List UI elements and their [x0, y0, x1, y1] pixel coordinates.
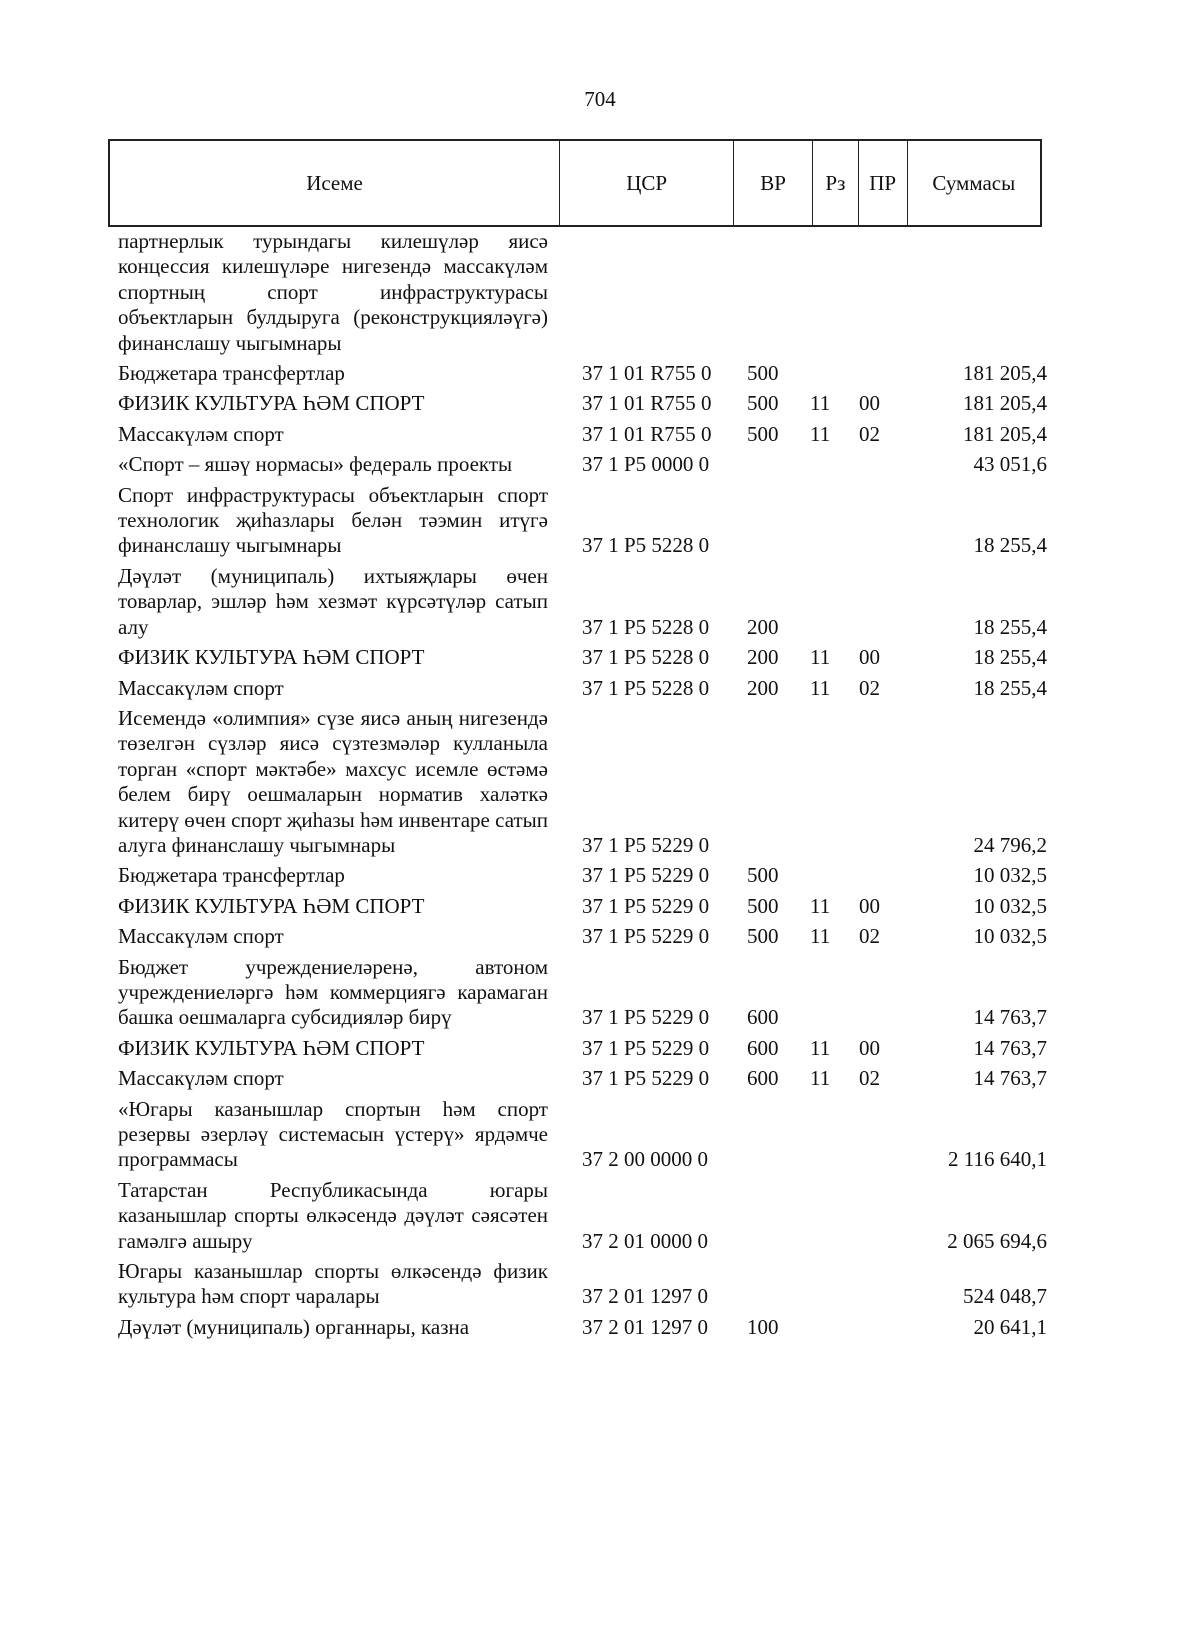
table-row	[118, 1097, 1100, 1173]
row-pr: 00	[859, 893, 880, 918]
row-csr: 37 2 00 0000 0	[582, 1147, 708, 1172]
table-row	[118, 1036, 1100, 1061]
table-row	[118, 676, 1100, 701]
row-rz: 11	[810, 924, 831, 949]
row-sum: 181 205,4	[963, 421, 1047, 446]
row-name: Дәүләт (муниципаль) органнары, казна	[118, 1314, 470, 1339]
table-row	[118, 1315, 1100, 1340]
column-header-name: Исеме	[110, 141, 560, 225]
table-row	[118, 955, 1100, 1031]
row-vr: 600	[747, 1005, 779, 1030]
row-name: Массакүләм спорт	[118, 1066, 284, 1091]
row-vr: 500	[747, 893, 779, 918]
row-name: ФИЗИК КУЛЬТУРА ҺӘМ СПОРТ	[118, 1035, 425, 1060]
row-sum: 10 032,5	[973, 924, 1047, 949]
row-csr: 37 1 P5 5229 0	[582, 924, 710, 949]
column-header-pr: ПР	[859, 141, 908, 225]
row-vr: 500	[747, 924, 779, 949]
table-row	[118, 863, 1100, 888]
row-pr: 02	[859, 421, 880, 446]
table-row	[118, 1178, 1100, 1254]
row-csr: 37 1 P5 0000 0	[582, 452, 710, 477]
column-header-sum: Суммасы	[932, 170, 1016, 195]
row-sum: 14 763,7	[973, 1066, 1047, 1091]
row-csr: 37 1 P5 5229 0	[582, 1005, 710, 1030]
row-pr: 02	[859, 924, 880, 949]
row-pr: 02	[859, 1066, 880, 1091]
row-csr: 37 1 P5 5229 0	[582, 1066, 710, 1091]
row-name: Спорт инфраструктурасы объектларын спорт технологик җиһазлары белән тәэмин итүгә финанслашу чыгымнары	[118, 482, 548, 558]
row-pr: 02	[859, 675, 880, 700]
table-row	[118, 422, 1100, 447]
table-row	[118, 452, 1100, 477]
row-csr: 37 1 01 R755 0	[582, 421, 712, 446]
row-vr: 600	[747, 1035, 779, 1060]
row-name: «Югары казанышлар спортын һәм спорт резервы әзерләү системасын үстерү» ярдәмче программасы	[118, 1096, 548, 1172]
table-row	[118, 645, 1100, 670]
row-name: Исемендә «олимпия» сүзе яисә аның нигезендә төзелгән сүзләр яисә сүзтезмәләр кулланыла торган «спорт мәктәбе» махсус исемле өстәмә белем бирү оешмаларын норматив халәткә китерү өчен спорт җиһазы һәм инвентаре сатып алуга финанслашу чыгымнары	[118, 705, 548, 857]
table-row	[118, 706, 1100, 858]
table-header	[108, 139, 1042, 227]
row-name: партнерлык турындагы килешүләр яисә концессия килешүләре нигезендә массакүләм спортның спорт инфраструктурасы объектларын булдыруга (реконструкцияләүгә) финанслашу чыгымнары	[118, 229, 548, 355]
row-sum: 181 205,4	[963, 361, 1047, 386]
row-pr: 00	[859, 645, 880, 670]
row-vr: 500	[747, 391, 779, 416]
column-header-csr: ЦСР	[560, 141, 734, 225]
row-vr: 200	[747, 614, 779, 639]
row-name: Дәүләт (муниципаль) ихтыяҗлары өчен товарлар, эшләр һәм хезмәт күрсәтүләр сатып алу	[118, 563, 548, 639]
row-sum: 10 032,5	[973, 863, 1047, 888]
table-body	[118, 229, 1100, 1345]
table-row	[118, 391, 1100, 416]
row-sum: 181 205,4	[963, 391, 1047, 416]
row-csr: 37 1 P5 5228 0	[582, 645, 710, 670]
row-rz: 11	[810, 893, 831, 918]
row-sum: 18 255,4	[973, 614, 1047, 639]
row-sum: 20 641,1	[973, 1314, 1047, 1339]
row-name: Массакүләм спорт	[118, 675, 284, 700]
row-sum: 18 255,4	[973, 645, 1047, 670]
row-sum: 43 051,6	[973, 452, 1047, 477]
row-rz: 11	[810, 421, 831, 446]
row-sum: 18 255,4	[973, 675, 1047, 700]
row-vr: 500	[747, 863, 779, 888]
table-row	[118, 229, 1100, 356]
row-sum: 24 796,2	[973, 832, 1047, 857]
row-name: Татарстан Республикасында югары казанышлар спорты өлкәсендә дәүләт сәясәтен гамәлгә ашыру	[118, 1177, 548, 1253]
table-row	[118, 924, 1100, 949]
row-name: Югары казанышлар спорты өлкәсендә физик культура һәм спорт чаралары	[118, 1259, 548, 1309]
row-vr: 100	[747, 1314, 779, 1339]
row-csr: 37 1 P5 5229 0	[582, 863, 710, 888]
column-header-rz: Рз	[813, 141, 859, 225]
row-sum: 10 032,5	[973, 893, 1047, 918]
row-rz: 11	[810, 645, 831, 670]
row-name: Массакүләм спорт	[118, 924, 284, 949]
row-pr: 00	[859, 391, 880, 416]
row-rz: 11	[810, 1066, 831, 1091]
table-row	[118, 894, 1100, 919]
row-sum: 2 116 640,1	[948, 1147, 1047, 1172]
table-row	[118, 564, 1100, 640]
row-csr: 37 2 01 0000 0	[582, 1228, 708, 1253]
row-name: Бюджетара трансфертлар	[118, 863, 345, 888]
row-csr: 37 1 P5 5228 0	[582, 533, 710, 558]
row-csr: 37 1 P5 5229 0	[582, 1035, 710, 1060]
row-rz: 11	[810, 675, 831, 700]
page-number: 704	[584, 87, 616, 111]
row-vr: 500	[747, 361, 779, 386]
row-csr: 37 1 01 R755 0	[582, 391, 712, 416]
row-name: «Спорт – яшәү нормасы» федераль проекты	[118, 452, 513, 477]
row-sum: 524 048,7	[963, 1284, 1047, 1309]
row-csr: 37 1 P5 5228 0	[582, 614, 710, 639]
row-name: Массакүләм спорт	[118, 421, 284, 446]
row-vr: 600	[747, 1066, 779, 1091]
row-csr: 37 2 01 1297 0	[582, 1284, 708, 1309]
row-csr: 37 1 P5 5229 0	[582, 832, 710, 857]
row-csr: 37 1 P5 5229 0	[582, 893, 710, 918]
row-rz: 11	[810, 1035, 831, 1060]
row-csr: 37 1 P5 5228 0	[582, 675, 710, 700]
table-row	[118, 1259, 1100, 1310]
row-name: ФИЗИК КУЛЬТУРА ҺӘМ СПОРТ	[118, 391, 425, 416]
row-name: Бюджетара трансфертлар	[118, 361, 345, 386]
row-sum: 14 763,7	[973, 1035, 1047, 1060]
row-vr: 500	[747, 421, 779, 446]
row-pr: 00	[859, 1035, 880, 1060]
row-vr: 200	[747, 675, 779, 700]
table-row	[118, 483, 1100, 559]
table-row	[118, 361, 1100, 386]
row-name: Бюджет учреждениеләренә, автоном учреждениеләргә һәм коммерциягә карамаган башка оешмаларга субсидияләр бирү	[118, 954, 548, 1030]
column-header-vr: ВР	[734, 141, 813, 225]
row-csr: 37 2 01 1297 0	[582, 1314, 708, 1339]
row-name: ФИЗИК КУЛЬТУРА ҺӘМ СПОРТ	[118, 893, 425, 918]
row-vr: 200	[747, 645, 779, 670]
table-row	[118, 1066, 1100, 1091]
row-csr: 37 1 01 R755 0	[582, 361, 712, 386]
row-rz: 11	[810, 391, 831, 416]
row-sum: 2 065 694,6	[947, 1228, 1047, 1253]
row-name: ФИЗИК КУЛЬТУРА ҺӘМ СПОРТ	[118, 645, 425, 670]
row-sum: 14 763,7	[973, 1005, 1047, 1030]
row-sum: 18 255,4	[973, 533, 1047, 558]
